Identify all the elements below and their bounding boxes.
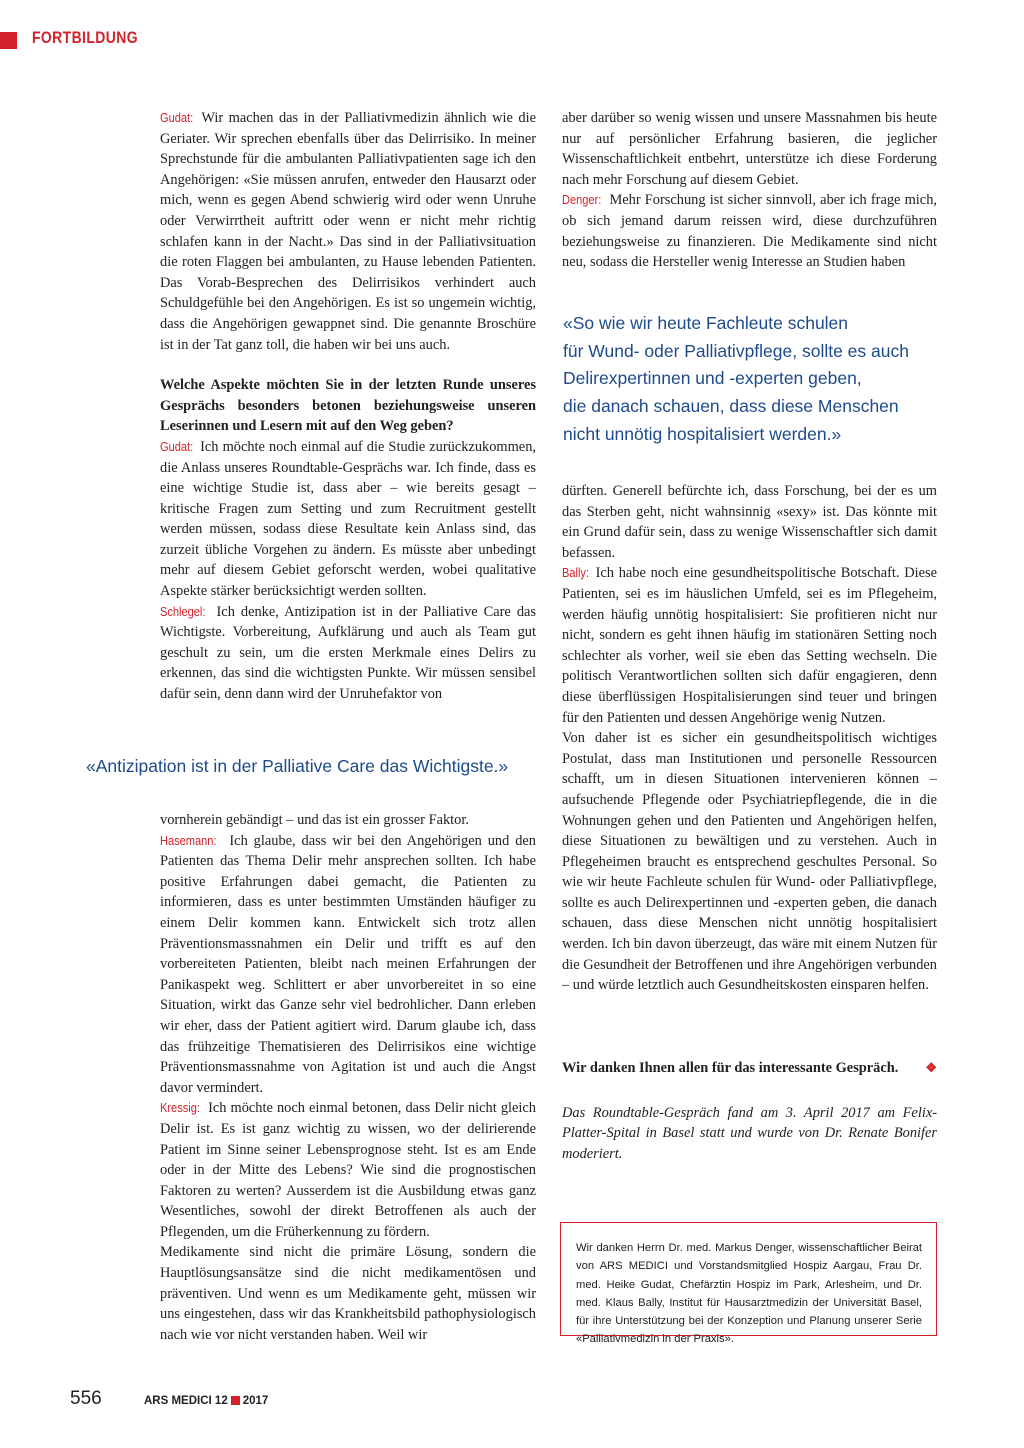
acknowledgement-box: Wir danken Herrn Dr. med. Markus Denger, wissenschaftlicher Beirat von ARS MEDICI und Vorstandsmitglied Hospiz Aargau, Frau Dr. med. Heike Gudat, Chefärztin Hospiz im Park, Arlesheim, und Dr. med. Klaus Bally, Institut für Hausarztmedizin der Universität Basel, für ihre Unterstützung bei der Konzeption und Planung unserer Serie «Palliativmedizin in der Praxis». [560, 1222, 937, 1336]
closing-block [562, 1058, 937, 1164]
paragraph [160, 1098, 536, 1242]
pull-quote-line: nicht unnötig hospitalisiert werden.» [563, 423, 842, 444]
paragraph-text: Medikamente sind nicht die primäre Lösung, sondern die Hauptlösungsansätze sind die nicht medikamentösen und präventiven. Und wenn es um Medikamente geht, müssen wir uns eingestehen, dass wir das Krankheitsbild pathophysiologisch nach wie vor nicht verstanden haben. Weil wir [160, 1244, 536, 1343]
paragraph [160, 108, 536, 355]
speaker-name: Gudat: [160, 438, 194, 454]
paragraph [562, 190, 937, 272]
publication-name: ARS MEDICI 12 [144, 1395, 228, 1407]
paragraph-text: Ich denke, Antizipation ist in der Palliative Care das Wichtigste. Vorbereitung, Aufklärung und auch als Team gut geschult zu sein, um die ersten Merkmale eines Delirs zu erkennen, das sind die wichtigsten Punkte. Wir müssen sensibel dafür sein, denn dann wird der Unruhefaktor von [160, 603, 536, 703]
right-column-bottom [562, 481, 937, 996]
speaker-name: Gudat: [160, 110, 194, 125]
pull-quote-line: Delirexpertinnen und -experten geben, [563, 368, 862, 389]
paragraph [562, 108, 937, 190]
speaker-name: Hasemann: [160, 832, 217, 848]
paragraph-text: Ich möchte noch einmal auf die Studie zurückzukommen, die Anlass unseres Roundtable-Gesprächs war. Ich finde, dass es eine wichtige Studie ist, dass aber – wie bereits gesagt – kritische Fragen zum Setting und zum Recruitment gestellt werden müssen, sodass diese Resultate kein Anlass sind, das zurzeit übliche Vorgehen zu ändern. Es müsste aber unbedingt mehr auf diesem Gebiet geforscht werden, wobei qualitative Aspekte stärker berücksichtigt werden sollten. [160, 438, 536, 600]
pull-quote-left: «Antizipation ist in der Palliative Care das Wichtigste.» [86, 756, 509, 776]
paragraph [160, 810, 536, 831]
paragraph [160, 1242, 536, 1345]
paragraph [160, 437, 536, 602]
pull-quote-line: die danach schauen, dass diese Menschen [563, 396, 899, 417]
publication-year: 2017 [242, 1395, 269, 1407]
paragraph-text: dürften. Generell befürchte ich, dass Forschung, bei der es um das Sterben geht, nicht wahnsinnig «sexy» ist. Das könnte mit ein Grund dafür sein, dass zu wenige Wissenschaftler sich damit befassen. [562, 483, 937, 561]
paragraph [562, 728, 937, 996]
speaker-name: Denger: [562, 192, 602, 208]
page-number: 556 [70, 1388, 102, 1409]
paragraph [160, 602, 536, 705]
paragraph-text: Mehr Forschung ist sicher sinnvoll, aber ich frage mich, ob sich jemand darum reissen wird, diese durchzuführen beziehungsweise zu finanzieren. Die Medikamente sind nicht neu, sodass die Hersteller wenig Interesse an Studien haben [562, 192, 937, 271]
paragraph-text: vornherein gebändigt – und das ist ein grosser Faktor. [160, 812, 469, 828]
speaker-name: Schlegel: [160, 603, 206, 619]
paragraph-text: Ich habe noch eine gesundheitspolitische Botschaft. Diese Patienten, sei es im häuslichen Umfeld, sei es im Pflegeheim, werden häufig unnötig hospitalisiert: Sie profitieren nicht nur nicht, sondern es geht ihnen häufig im stationären Setting noch schlechter als vorher, weil sie eben das Setting wechseln. Die politisch Verantwortlichen sollten sich dafür engagieren, denn diese überflüssigen Hospitalisierungen sind teuer und bringen für den Patienten und dessen Angehörige wenig Nutzen. [562, 565, 937, 726]
closing-line: Wir danken Ihnen allen für das interessante Gespräch. ❖ [562, 1058, 937, 1079]
speaker-name: Kressig: [160, 1100, 200, 1116]
section-title: FORTBILDUNG [32, 28, 138, 47]
moderation-note: Das Roundtable-Gespräch fand am 3. April 2017 am Felix-Platter-Spital in Basel statt und wurde von Dr. Renate Bonifer moderiert. [562, 1104, 937, 1162]
paragraph-text: aber darüber so wenig wissen und unsere Massnahmen bis heute nur auf persönlicher Erfahrung basieren, die jeglicher Wissenschaftlichkeit entbehrt, unterstütze ich diese Forderung nach mehr Forschung auf diesem Gebiet. [562, 110, 937, 188]
speaker-name: Bally: [562, 565, 590, 581]
paragraph-text: Ich möchte noch einmal betonen, dass Delir nicht gleich Delir ist. Es ist ganz wichtig zu wissen, wo der delirierende Patient im Sinne seiner Lebensprognose steht. Ist es am Ende oder in der Mitte des Lebens? Wie sind die prognostischen Faktoren zu werten? Ausserdem ist die Ausbildung etwas ganz Wesentliches, sowohl der direkt Betroffenen als auch der Pflegenden, um die Früherkennung zu fördern. [160, 1100, 536, 1240]
paragraph-text: Ich glaube, dass wir bei den Angehörigen und den Patienten das Thema Delir mehr ansprechen sollten. Ich habe positive Erfahrungen dabei gemacht, die Patienten zu informieren, dass es unter bestimmten Umständen häufiger zu einem Delir kommen kann. Entwickelt sich trotz allen Präventionsmassnahmen ein Delir und trifft es auf den vorbereiteten Patienten, bleibt nach meinen Erfahrungen der Panikaspekt weg. Schlittert er aber unvorbereitet in so eine Situation, wirkt das Ganze sehr viel bedrohlicher. Dann erleben wir eher, dass der Patient agitiert wird. Darum glaube ich, dass das frühzeitige Thematisieren des Delirrisikos eine wichtige Präventionsmassnahme von Agitation ist und auch die Angst davor vermindert. [160, 832, 536, 1096]
paragraph [562, 481, 937, 563]
paragraph-text: Von daher ist es sicher ein gesundheitspolitisch wichtiges Postulat, dass man Institutionen und personelle Ressourcen schafft, um in diesen Situationen intervenieren können – aufsuchende Pflegende oder Psychiatriepflegende, die in die Wohnungen gehen und den Patienten und Angehörigen helfen, diese Situationen zu bewältigen und zu verstehen. Auch in Pflegeheimen braucht es entsprechend geschultes Personal. So wie wir heute Fachleute schulen für Wund- oder Palliativpflege, sollte es auch Delirexpertinnen und -experten geben, die danach schauen, dass diese Menschen nicht unnötig hospitalisiert werden. Ich bin davon überzeugt, das wäre mit einem Nutzen für die Gesundheit der Betroffenen und ihre Angehörigen verbunden – und würde letztlich auch Gesundheitskosten einsparen helfen. [562, 730, 937, 994]
paragraph-text: Wir machen das in der Palliativmedizin ähnlich wie die Geriater. Wir sprechen ebenfalls über das Delirrisiko. In meiner Sprechstunde für die ambulanten Palliativpatienten sage ich den Angehörigen: «Sie müssen anrufen, entweder den Hausarzt oder mich, wenn es gegen Abend schwierig wird oder wenn Unruhe oder Verwirrtheit auftritt oder wenn er nicht mehr richtig schlafen kann in der Nacht.» Das sind in der Palliativsituation die roten Flaggen bei ambulanten, zu Hause lebenden Patienten. Das Vorab-Besprechen des Delirrisikos verhindert auch Schuldgefühle bei den Angehörigen. Es ist so ungemein wichtig, dass die Angehörigen gewappnet sind. Die genannte Broschüre ist in der Tat ganz toll, die haben wir bei uns auch. [160, 110, 537, 353]
left-column-bottom [160, 810, 536, 1345]
interview-question: Welche Aspekte möchten Sie in der letzten Runde unseres Gesprächs besonders betonen beziehungsweise unseren Leserinnen und Lesern mit auf den Weg geben? [160, 377, 536, 435]
footer-square-icon [231, 1396, 240, 1405]
paragraph [562, 563, 937, 728]
end-mark-icon: ❖ [925, 1060, 937, 1075]
publication-info [144, 1395, 268, 1407]
section-marker [0, 32, 17, 49]
pull-quote-line: für Wund- oder Palliativpflege, sollte es auch [563, 340, 909, 361]
paragraph [160, 831, 536, 1099]
right-column-top [562, 108, 937, 273]
left-column-top [160, 108, 536, 705]
pull-quote-line: «So wie wir heute Fachleute schulen [563, 313, 849, 333]
pull-quote-right [563, 310, 963, 449]
